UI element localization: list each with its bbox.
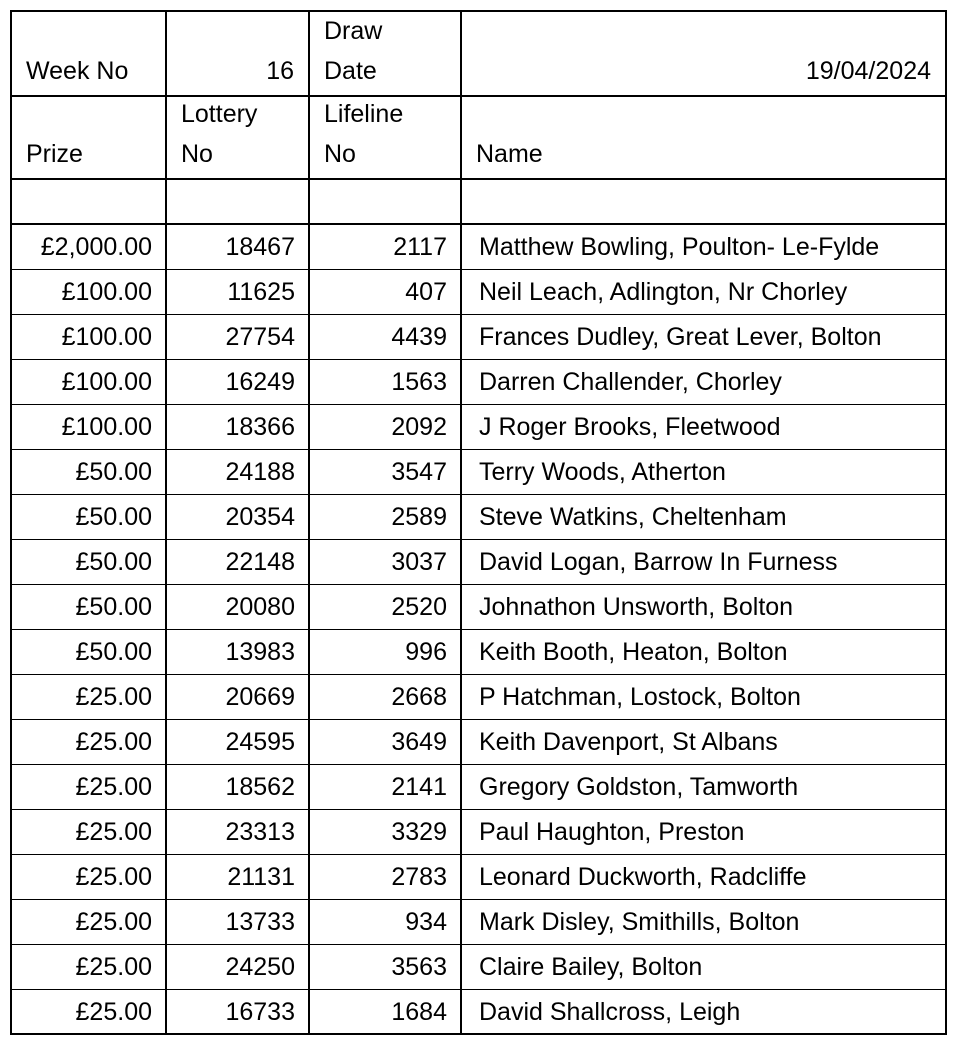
draw-date-label-cell xyxy=(310,12,462,95)
prize-cell xyxy=(12,675,167,719)
lottery-number-cell xyxy=(167,720,310,764)
lottery-number-value: 11625 xyxy=(227,277,295,306)
lifeline-header xyxy=(310,97,462,178)
prize-header xyxy=(12,97,167,178)
table-row xyxy=(12,990,945,1035)
lifeline-header-line-2: No xyxy=(324,140,356,168)
table-row xyxy=(12,855,945,900)
winner-name-cell xyxy=(462,720,945,764)
lifeline-number-cell xyxy=(310,270,462,314)
lifeline-number-cell xyxy=(310,495,462,539)
winner-name-cell xyxy=(462,360,945,404)
lifeline-number-cell xyxy=(310,225,462,269)
table-row xyxy=(12,360,945,405)
table-row xyxy=(12,540,945,585)
prize-value: £25.00 xyxy=(75,862,152,891)
table-row xyxy=(12,405,945,450)
winner-name-cell xyxy=(462,540,945,584)
lifeline-number-cell xyxy=(310,720,462,764)
winner-name-cell xyxy=(462,765,945,809)
lifeline-number-cell xyxy=(310,855,462,899)
winner-name-value: J Roger Brooks, Fleetwood xyxy=(479,412,781,441)
empty-row xyxy=(12,180,945,225)
lottery-header-line-2: No xyxy=(181,140,213,168)
table-row xyxy=(12,675,945,720)
lottery-number-cell xyxy=(167,270,310,314)
lottery-number-value: 18562 xyxy=(225,772,295,801)
table-row xyxy=(12,495,945,540)
lifeline-number-value: 3649 xyxy=(391,727,447,756)
lifeline-number-value: 2783 xyxy=(391,862,447,891)
winner-name-cell xyxy=(462,855,945,899)
prize-value: £25.00 xyxy=(75,727,152,756)
lottery-number-cell xyxy=(167,315,310,359)
table-row xyxy=(12,585,945,630)
lottery-number-value: 24188 xyxy=(225,457,295,486)
lottery-number-cell xyxy=(167,540,310,584)
prize-cell xyxy=(12,315,167,359)
results-table xyxy=(10,10,947,1035)
prize-value: £25.00 xyxy=(75,998,152,1026)
lifeline-number-value: 3037 xyxy=(391,547,447,576)
winner-name-value: Johnathon Unsworth, Bolton xyxy=(479,592,794,621)
winner-name-cell xyxy=(462,630,945,674)
week-value: 16 xyxy=(266,57,294,85)
lottery-number-value: 20354 xyxy=(225,502,295,531)
prize-value: £50.00 xyxy=(75,637,152,666)
lifeline-number-value: 996 xyxy=(405,637,447,666)
winner-name-value: Keith Booth, Heaton, Bolton xyxy=(479,637,788,666)
draw-label-line-2: Date xyxy=(324,57,377,85)
lottery-number-value: 22148 xyxy=(225,547,295,576)
lottery-number-cell xyxy=(167,630,310,674)
lottery-number-cell xyxy=(167,405,310,449)
lottery-number-cell xyxy=(167,945,310,989)
prize-cell xyxy=(12,495,167,539)
week-label: Week No xyxy=(26,57,129,85)
prize-cell xyxy=(12,405,167,449)
winner-name-value: Darren Challender, Chorley xyxy=(479,367,782,396)
lifeline-number-value: 1684 xyxy=(391,998,447,1026)
week-value-cell xyxy=(167,12,310,95)
lottery-number-cell xyxy=(167,900,310,944)
empty-cell xyxy=(310,180,462,223)
winner-name-value: Mark Disley, Smithills, Bolton xyxy=(479,907,800,936)
prize-value: £50.00 xyxy=(75,592,152,621)
prize-cell xyxy=(12,900,167,944)
lifeline-number-cell xyxy=(310,360,462,404)
lifeline-number-value: 2092 xyxy=(391,412,447,441)
winner-name-cell xyxy=(462,900,945,944)
winner-name-cell xyxy=(462,450,945,494)
winner-name-value: Gregory Goldston, Tamworth xyxy=(479,772,799,801)
lifeline-number-cell xyxy=(310,630,462,674)
lifeline-header-line-1: Lifeline xyxy=(324,100,404,128)
lifeline-number-cell xyxy=(310,585,462,629)
lifeline-number-cell xyxy=(310,315,462,359)
prize-value: £25.00 xyxy=(75,772,152,801)
prize-cell xyxy=(12,540,167,584)
winner-name-cell xyxy=(462,225,945,269)
lottery-number-value: 24595 xyxy=(225,727,295,756)
prize-cell xyxy=(12,360,167,404)
prize-cell xyxy=(12,270,167,314)
lottery-number-value: 13733 xyxy=(225,907,295,936)
draw-label-line-1: Draw xyxy=(324,17,383,45)
lottery-number-cell xyxy=(167,765,310,809)
prize-value: £50.00 xyxy=(75,502,152,531)
lottery-number-cell xyxy=(167,360,310,404)
winner-name-value: David Logan, Barrow In Furness xyxy=(479,547,838,576)
lifeline-number-cell xyxy=(310,675,462,719)
winner-name-cell xyxy=(462,945,945,989)
prize-cell xyxy=(12,225,167,269)
lottery-number-cell xyxy=(167,450,310,494)
table-row xyxy=(12,765,945,810)
draw-date-cell xyxy=(462,12,945,95)
prize-cell xyxy=(12,855,167,899)
winner-name-value: Paul Haughton, Preston xyxy=(479,817,745,846)
winner-name-cell xyxy=(462,675,945,719)
prize-value: £100.00 xyxy=(61,277,152,306)
lifeline-number-value: 2117 xyxy=(393,232,447,261)
lifeline-number-value: 2141 xyxy=(391,772,447,801)
table-row xyxy=(12,225,945,270)
prize-cell xyxy=(12,585,167,629)
table-row xyxy=(12,810,945,855)
prize-cell xyxy=(12,450,167,494)
lottery-number-cell xyxy=(167,855,310,899)
prize-value: £100.00 xyxy=(61,412,152,441)
winner-name-value: Terry Woods, Atherton xyxy=(479,457,726,486)
lifeline-number-value: 934 xyxy=(405,907,447,936)
lottery-number-value: 18366 xyxy=(225,412,295,441)
lifeline-number-cell xyxy=(310,945,462,989)
lottery-number-value: 24250 xyxy=(225,952,295,981)
table-row xyxy=(12,900,945,945)
winner-name-value: Matthew Bowling, Poulton- Le-Fylde xyxy=(479,232,880,261)
lifeline-number-cell xyxy=(310,990,462,1035)
table-row xyxy=(12,315,945,360)
prize-value: £100.00 xyxy=(61,322,152,351)
winner-name-cell xyxy=(462,405,945,449)
name-header-label: Name xyxy=(476,140,543,168)
lottery-number-value: 16733 xyxy=(225,998,295,1026)
lottery-header xyxy=(167,97,310,178)
prize-header-label: Prize xyxy=(26,140,83,168)
table-row xyxy=(12,270,945,315)
winner-name-value: Neil Leach, Adlington, Nr Chorley xyxy=(479,277,848,306)
winner-name-cell xyxy=(462,990,945,1035)
lifeline-number-cell xyxy=(310,810,462,854)
winner-name-value: P Hatchman, Lostock, Bolton xyxy=(479,682,801,711)
table-row xyxy=(12,720,945,765)
prize-value: £25.00 xyxy=(75,817,152,846)
lottery-number-cell xyxy=(167,225,310,269)
winner-name-value: Keith Davenport, St Albans xyxy=(479,727,778,756)
lifeline-number-cell xyxy=(310,900,462,944)
lottery-number-value: 21131 xyxy=(227,862,295,891)
winner-name-value: David Shallcross, Leigh xyxy=(479,998,741,1026)
lifeline-number-value: 2520 xyxy=(391,592,447,621)
prize-value: £25.00 xyxy=(75,907,152,936)
lifeline-number-cell xyxy=(310,450,462,494)
winner-name-value: Steve Watkins, Cheltenham xyxy=(479,502,787,531)
prize-cell xyxy=(12,720,167,764)
prize-cell xyxy=(12,810,167,854)
winner-name-value: Claire Bailey, Bolton xyxy=(479,952,703,981)
lottery-number-cell xyxy=(167,675,310,719)
winner-name-value: Leonard Duckworth, Radcliffe xyxy=(479,862,807,891)
lottery-number-value: 20080 xyxy=(225,592,295,621)
empty-cell xyxy=(12,180,167,223)
week-label-cell xyxy=(12,12,167,95)
lottery-number-value: 18467 xyxy=(225,232,295,261)
winner-name-cell xyxy=(462,270,945,314)
winner-name-cell xyxy=(462,585,945,629)
lottery-number-value: 27754 xyxy=(225,322,295,351)
lifeline-number-value: 2589 xyxy=(391,502,447,531)
lifeline-number-cell xyxy=(310,405,462,449)
prize-cell xyxy=(12,765,167,809)
table-row xyxy=(12,450,945,495)
lottery-number-cell xyxy=(167,810,310,854)
prize-value: £50.00 xyxy=(75,457,152,486)
winner-name-cell xyxy=(462,810,945,854)
empty-cell xyxy=(462,180,945,223)
prize-value: £50.00 xyxy=(75,547,152,576)
lottery-number-value: 13983 xyxy=(225,637,295,666)
lifeline-number-value: 2668 xyxy=(391,682,447,711)
prize-value: £100.00 xyxy=(61,367,152,396)
prize-cell xyxy=(12,630,167,674)
name-header xyxy=(462,97,945,178)
week-header-row xyxy=(12,12,945,97)
lottery-header-line-1: Lottery xyxy=(181,100,258,128)
prize-value: £2,000.00 xyxy=(40,232,152,261)
lifeline-number-cell xyxy=(310,540,462,584)
prize-value: £25.00 xyxy=(75,682,152,711)
table-row xyxy=(12,630,945,675)
lottery-number-value: 20669 xyxy=(225,682,295,711)
winner-name-value: Frances Dudley, Great Lever, Bolton xyxy=(479,322,882,351)
lottery-number-cell xyxy=(167,990,310,1035)
column-header-row xyxy=(12,97,945,180)
prize-cell xyxy=(12,945,167,989)
lifeline-number-value: 1563 xyxy=(391,367,447,396)
winner-name-cell xyxy=(462,315,945,359)
lottery-number-value: 16249 xyxy=(225,367,295,396)
lifeline-number-value: 3329 xyxy=(391,817,447,846)
prize-value: £25.00 xyxy=(75,952,152,981)
empty-cell xyxy=(167,180,310,223)
winner-name-cell xyxy=(462,495,945,539)
lottery-number-value: 23313 xyxy=(225,817,295,846)
lottery-number-cell xyxy=(167,495,310,539)
draw-date-value: 19/04/2024 xyxy=(805,57,931,85)
lifeline-number-value: 407 xyxy=(405,277,447,306)
lifeline-number-value: 4439 xyxy=(391,322,447,351)
lottery-number-cell xyxy=(167,585,310,629)
prize-cell xyxy=(12,990,167,1035)
lifeline-number-cell xyxy=(310,765,462,809)
lifeline-number-value: 3547 xyxy=(391,457,447,486)
table-row xyxy=(12,945,945,990)
lifeline-number-value: 3563 xyxy=(391,952,447,981)
